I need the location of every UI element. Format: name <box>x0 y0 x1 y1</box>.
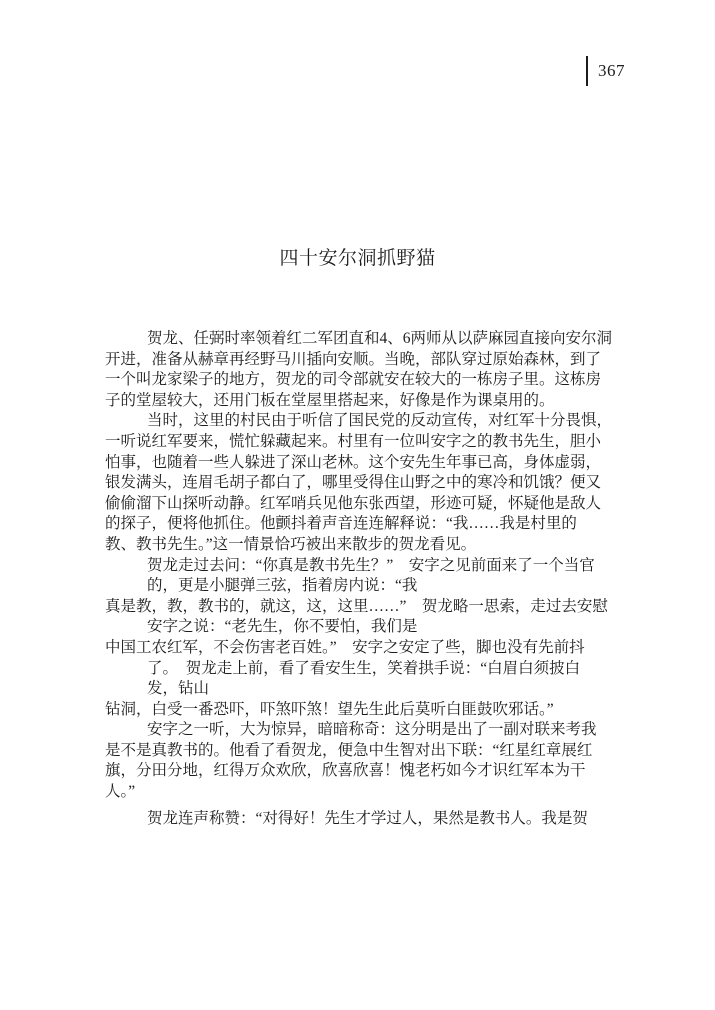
text-line: 教、教书先生。”这一情景恰巧被出来散步的贺龙看见。 <box>105 535 477 553</box>
text-line: 中国工农红军，不会伤害老百姓。” 安字之安定了些，脚也没有先前抖 <box>105 638 585 656</box>
text-line: 开进，准备从赫章再经野马川插向安顺。当晚，部队穿过原始森林，到了 <box>105 350 602 368</box>
text-line: 旗，分田分地，红得万众欢欣，欣喜欣喜！愧老朽如今才识红军本为干 <box>105 762 586 780</box>
text-line: 的，更是小腿弹三弦，指着房内说：“我 <box>147 577 418 595</box>
text-line: 钻洞，白受一番恐吓，吓煞吓煞！望先生此后莫听白匪鼓吹邪话。” <box>105 700 554 718</box>
text-line: 安字之说：“老先生，你不要怕，我们是 <box>147 618 418 636</box>
text-line: 怕事，也随着一些人躲进了深山老林。这个安先生年事已高，身体虚弱， <box>105 453 602 471</box>
page-number-block <box>586 56 625 86</box>
text-line: 真是教，教，教书的，就这，这，这里……” 贺龙略一思索，走过去安慰 <box>105 597 608 615</box>
text-line: 发，钻山 <box>147 680 210 698</box>
text-line: 子的堂屋较大，还用门板在堂屋里搭起来，好像是作为课桌用的。 <box>105 391 555 409</box>
text-line: 一听说红军要来，慌忙躲藏起来。村里有一位叫安字之的教书先生，胆小 <box>105 432 602 450</box>
text-line: 了。 贺龙走上前，看了看安生生，笑着拱手说：“白眉白须披白 <box>147 659 581 677</box>
text-line: 当时，这里的村民由于听信了国民党的反动宣传，对红军十分畏惧， <box>147 412 613 430</box>
text-line: 银发满头，连眉毛胡子都白了，哪里受得住山野之中的寒冷和饥饿？便又 <box>105 474 602 492</box>
text-line: 安字之一听，大为惊异，暗暗称奇：这分明是出了一副对联来考我 <box>147 721 597 739</box>
page-number: 367 <box>598 61 625 80</box>
page-number-rule <box>586 56 588 86</box>
text-line: 贺龙连声称赞：“对得好！先生才学过人，果然是教书人。我是贺 <box>147 809 588 827</box>
chapter-title: 四十安尔洞抓野猫 <box>279 248 436 269</box>
text-line: 的探子，便将他抓住。他颤抖着声音连连解释说：“我……我是村里的 <box>105 515 577 533</box>
text-line: 偷偷溜下山探听动静。红军哨兵见他东张西望，形迹可疑，怀疑他是敌人 <box>105 494 602 512</box>
text-line: 一个叫龙家梁子的地方，贺龙的司令部就安在较大的一栋房子里。这栋房 <box>105 371 602 389</box>
text-line: 贺龙、任弼时率领着红二军团直和4、6两师从以萨麻园直接向安尔洞 <box>147 330 613 347</box>
text-body <box>105 329 620 829</box>
text-line: 人。” <box>105 783 136 801</box>
text-line: 贺龙走过去问：“你真是教书先生？” 安字之见前面来了一个当官 <box>147 556 595 574</box>
text-line: 是不是真教书的。他看了看贺龙，便急中生智对出下联：“红星红章展红 <box>105 741 593 759</box>
